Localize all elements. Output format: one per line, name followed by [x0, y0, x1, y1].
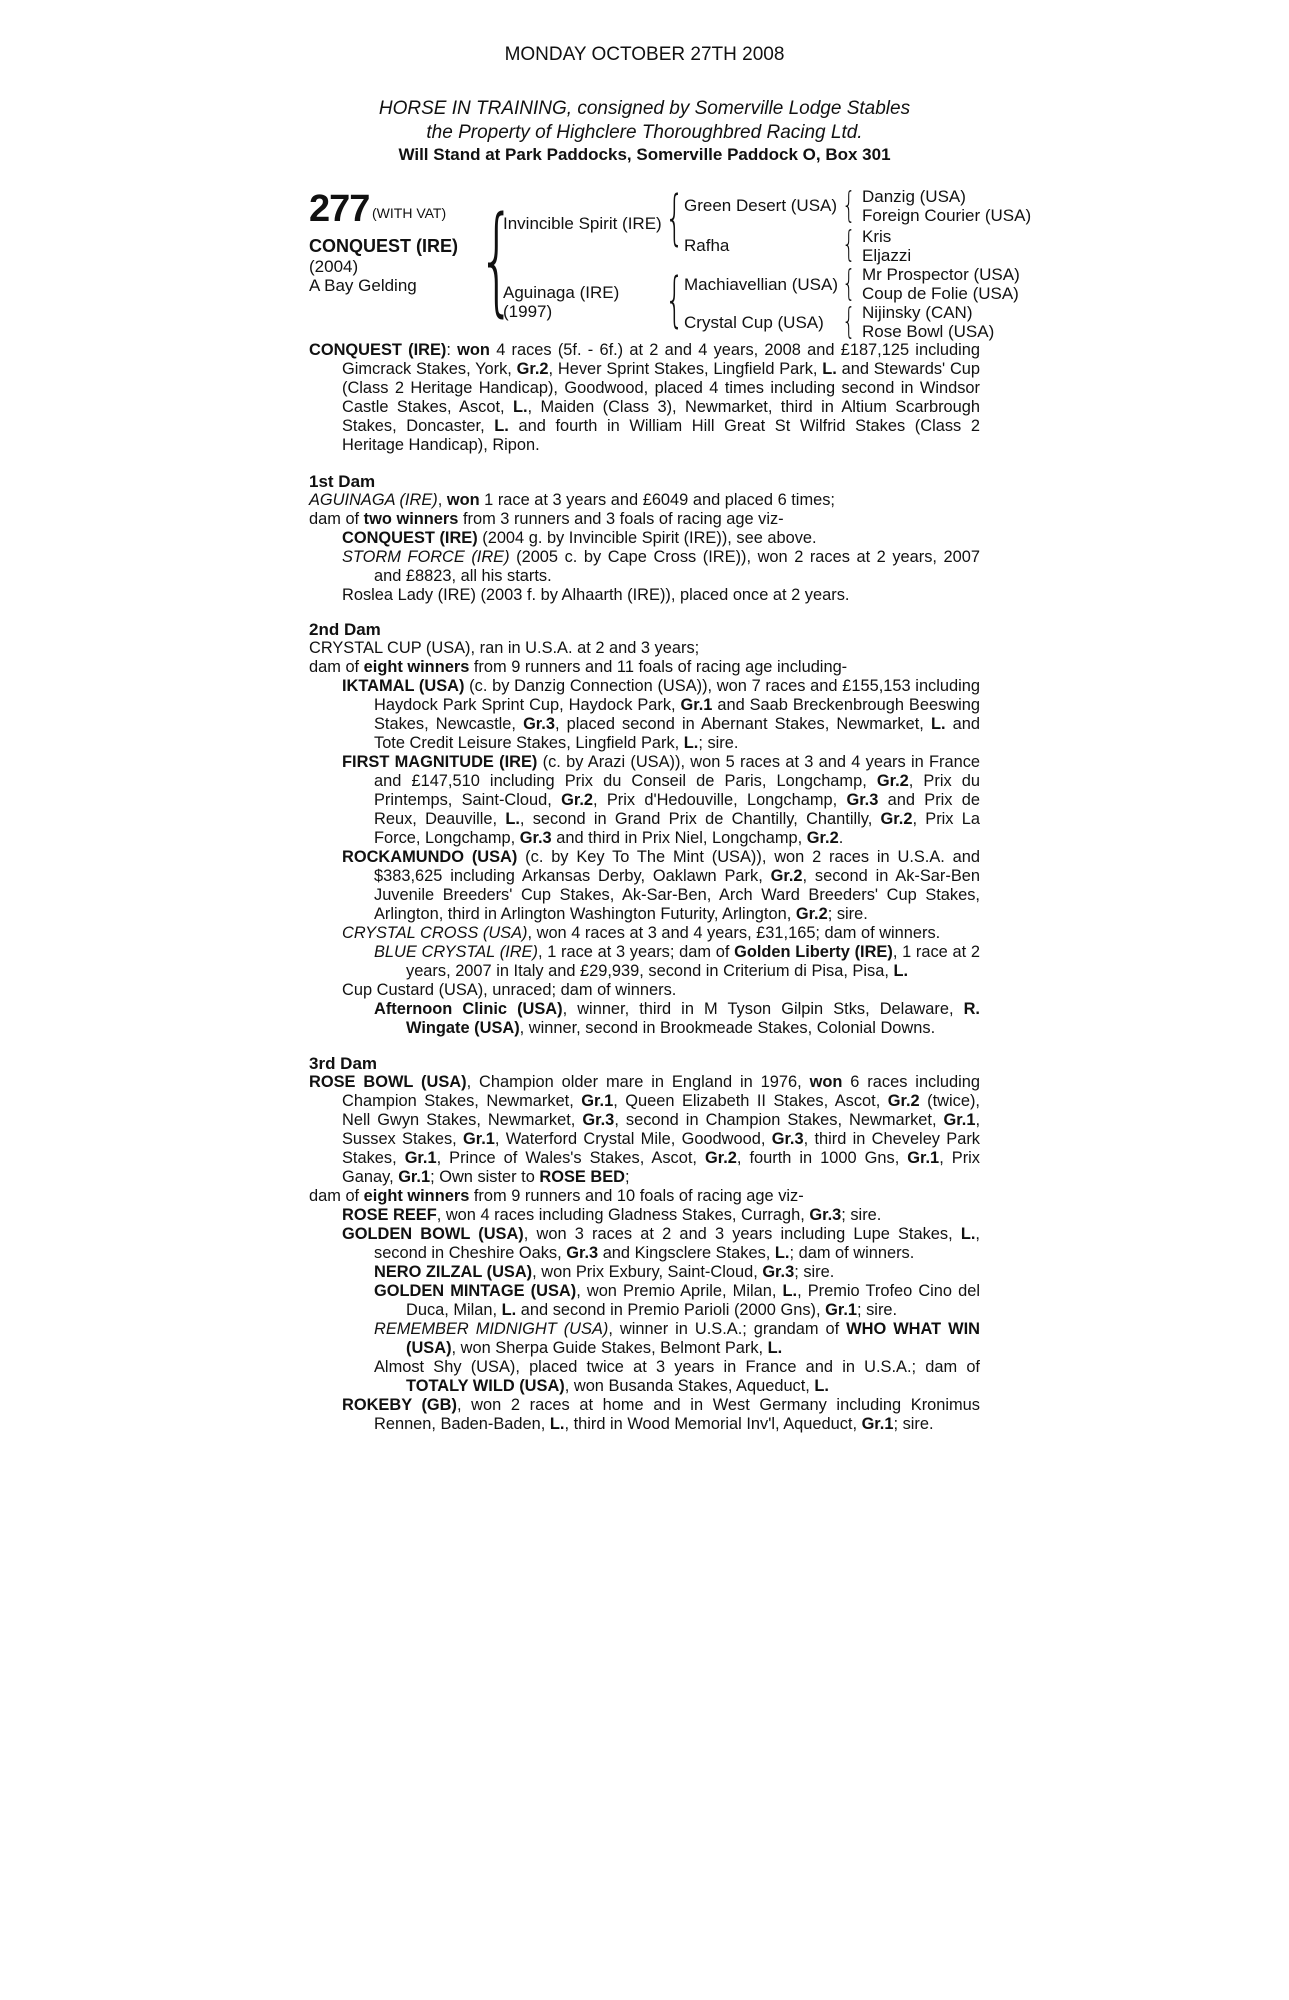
produce-text: , won Prix Exbury, Saint-Cloud,	[532, 1263, 763, 1281]
summary-text: from 9 runners and 10 foals of racing age viz-	[469, 1187, 804, 1205]
produce-text: and Saab Breckenbrough Beeswing Stakes, Newcastle,	[374, 696, 980, 733]
produce-text: (c. by Arazi (USA)), won 5 races at 3 and 4 years in France and £147,510 including Prix du Conseil de Paris, Longchamp,	[374, 753, 981, 790]
produce-entry	[309, 1396, 980, 1434]
produce-name: NERO ZILZAL (USA)	[374, 1263, 533, 1281]
grade-badge: Gr.1	[943, 1111, 976, 1129]
grade-badge: Gr.3	[582, 1111, 615, 1129]
dam-line: AGUINAGA (IRE), won 1 race at 3 years and £6049 and placed 6 times;	[309, 491, 835, 509]
grade-badge: L.	[822, 360, 837, 378]
produce-text: , won Sherpa Guide Stakes, Belmont Park,	[451, 1339, 768, 1357]
produce-text: , second in Grand Prix de Chantilly, Chantilly,	[519, 810, 881, 828]
grade-badge: Gr.1	[581, 1092, 614, 1110]
record-text: and fourth in William Hill Great St Wilfrid Stakes (Class 2 Heritage Handicap), Ripon.	[342, 417, 980, 454]
pedigree-sdd: Eljazzi	[862, 246, 912, 265]
produce-text: , second in Ak-Sar-Ben Juvenile Breeders' Cup Stakes, Ak-Sar-Ben, Arch Ward Breeders' Cup Stakes, Arlington, third in Arlington Washington Futurity, Arlington,	[374, 867, 981, 923]
produce-text: , placed second in Abernant Stakes, Newmarket,	[554, 715, 931, 733]
produce-name: TOTALY WILD (USA)	[406, 1377, 565, 1395]
second-dam-section	[309, 606, 980, 1038]
produce-text: , won 2 races at home and in West Germany including Kronimus Rennen, Baden-Baden,	[374, 1396, 980, 1433]
pedigree-ddd: Rose Bowl (USA)	[862, 322, 995, 341]
dam-text: , second in Champion Stakes, Newmarket,	[614, 1111, 944, 1129]
dam-text: , Waterford Crystal Mile, Goodwood,	[494, 1130, 772, 1148]
produce-summary	[309, 1187, 980, 1206]
summary-text: dam of	[309, 658, 364, 676]
grade-badge: Gr.2	[561, 791, 593, 809]
grade-badge: L.	[683, 734, 699, 752]
produce-name: BLUE CRYSTAL (IRE)	[374, 943, 538, 961]
grade-badge: L.	[814, 1377, 829, 1395]
produce-text: , won 4 races at 3 and 4 years, £31,165; dam of winners.	[527, 924, 941, 942]
dam-line	[309, 1073, 980, 1187]
grade-badge: Gr.2	[516, 360, 549, 378]
dam-line: CRYSTAL CUP (USA), ran in U.S.A. at 2 and 3 years;	[309, 639, 700, 657]
record-text: , Maiden (Class 3), Newmarket, third in Altium Scarbrough Stakes, Doncaster,	[342, 398, 980, 435]
produce-text: , winner, third in M Tyson Gilpin Stks, Delaware,	[562, 1000, 964, 1018]
produce-text: , won Busanda Stakes, Aqueduct,	[564, 1377, 815, 1395]
grade-badge: Gr.1	[404, 1149, 437, 1167]
horse-name: CONQUEST (IRE)	[309, 236, 459, 256]
consignment-line-2: the Property of Highclere Thoroughbred Racing Ltd.	[426, 122, 863, 143]
produce-text: , Premio Trofeo Cino del Duca, Milan,	[406, 1282, 980, 1319]
record-text: , Hever Sprint Stakes, Lingfield Park,	[548, 360, 823, 378]
grade-badge: Gr.2	[887, 1092, 920, 1110]
produce-text: , 1 race at 2 years, 2007 in Italy and £29,939, second in Criterium di Pisa, Pisa,	[406, 943, 980, 980]
grade-badge: Gr.1	[398, 1168, 431, 1186]
produce-text: , Prix du Printemps, Saint-Cloud,	[374, 772, 980, 809]
summary-text: dam of	[309, 510, 364, 528]
pedigree-sire-brace: {	[478, 190, 516, 328]
dam-text: , Queen Elizabeth II Stakes, Ascot,	[613, 1092, 888, 1110]
pedigree-sds-brace: {	[842, 224, 856, 265]
section-heading: 2nd Dam	[309, 620, 381, 639]
grade-badge: Gr.3	[771, 1130, 804, 1148]
pedigree-sds: Kris	[862, 227, 892, 246]
produce-name: R. Wingate (USA)	[406, 1000, 980, 1037]
produce-name: IKTAMAL (USA)	[342, 677, 465, 695]
produce-text: (c. by Danzig Connection (USA)), won 7 races and £155,153 including Haydock Park Sprint Cup, Haydock Park,	[374, 677, 981, 714]
grade-badge: Gr.2	[704, 1149, 737, 1167]
produce-text: , second in Cheshire Oaks,	[374, 1225, 980, 1262]
pedigree-dam-year: (1997)	[503, 302, 553, 321]
produce-name: Afternoon Clinic (USA)	[374, 1000, 563, 1018]
vat-note: (WITH VAT)	[372, 205, 447, 221]
produce-text: , 1 race at 3 years; dam of	[537, 943, 735, 961]
produce-text: ; sire.	[857, 1301, 898, 1319]
winners-count: eight winners	[363, 658, 470, 676]
produce-entry	[309, 753, 980, 848]
produce-name: CRYSTAL CROSS (USA)	[342, 924, 528, 942]
produce-summary	[309, 658, 980, 677]
produce-text: , Prix d'Hedouville, Longchamp,	[593, 791, 847, 809]
produce-text: ; dam of winners.	[789, 1244, 915, 1262]
dam-won: won	[446, 491, 480, 509]
record-text: 4 races (5f. - 6f.) at 2 and 4 years, 2008 and £187,125 including Gimcrack Stakes, York,	[342, 341, 981, 378]
pedigree-dss-brace: {	[842, 263, 856, 304]
section-heading: 3rd Dam	[309, 1054, 378, 1073]
dam-text: (twice), Nell Gwyn Stakes, Newmarket,	[342, 1092, 980, 1129]
produce-entry	[309, 548, 980, 586]
pedigree-dam: Aguinaga (IRE)	[503, 283, 620, 302]
grade-badge: Gr.3	[809, 1206, 842, 1224]
grade-badge: Gr.3	[519, 829, 552, 847]
pedigree-dss: Mr Prospector (USA)	[862, 265, 1020, 284]
produce-text: , won 3 races at 2 and 3 years including Lupe Stakes,	[523, 1225, 961, 1243]
grade-badge: Gr.3	[566, 1244, 599, 1262]
pedigree-sd: Rafha	[684, 236, 730, 255]
winners-count: two winners	[363, 510, 459, 528]
horse-year: (2004)	[309, 257, 359, 276]
produce-text: , Prix La Force, Longchamp,	[374, 810, 980, 847]
grade-badge: Gr.1	[680, 696, 713, 714]
produce-text: , won Premio Aprile, Milan,	[576, 1282, 783, 1300]
dam-text: ;	[625, 1168, 630, 1186]
grade-badge: Gr.3	[846, 791, 879, 809]
dam-name: ROSE BOWL (USA)	[309, 1073, 467, 1091]
grade-badge: Gr.2	[876, 772, 909, 790]
produce-name: FIRST MAGNITUDE (IRE)	[342, 753, 538, 771]
lot-number: 277	[309, 188, 370, 230]
dam-text: ; Own sister to	[430, 1168, 540, 1186]
grade-badge: L.	[512, 398, 528, 416]
produce-text: ; sire.	[827, 905, 868, 923]
consignment-line-1: HORSE IN TRAINING, consigned by Somerville Lodge Stables	[378, 98, 911, 119]
produce-text: and Tote Credit Leisure Stakes, Lingfield Park,	[374, 715, 980, 752]
dam-text: , Sussex Stakes,	[342, 1111, 981, 1148]
section-heading: 1st Dam	[309, 472, 376, 491]
grandproduce-entry	[309, 1263, 980, 1282]
record-horse-name: CONQUEST (IRE)	[309, 341, 447, 359]
dam-name: AGUINAGA (IRE)	[309, 491, 438, 509]
grade-badge: L.	[774, 1244, 790, 1262]
pedigree-dds: Nijinsky (CAN)	[862, 303, 973, 322]
produce-entry: Roslea Lady (IRE) (2003 f. by Alhaarth (IRE)), placed once at 2 years.	[342, 586, 850, 604]
pedigree-ds-brace: {	[665, 265, 685, 335]
grandproduce-entry	[309, 1320, 980, 1358]
produce-name: ROSE REEF	[342, 1206, 437, 1224]
grade-badge: Gr.1	[825, 1301, 857, 1319]
dam-text: , Prix Ganay,	[342, 1149, 980, 1186]
grandproduce-entry	[309, 1358, 980, 1396]
dam-text: , Champion older mare in England in 1976,	[466, 1073, 810, 1091]
produce-text: and second in Premio Parioli (2000 Gns),	[516, 1301, 826, 1319]
grandproduce-entry	[309, 943, 980, 981]
pedigree-ds: Machiavellian (USA)	[684, 275, 838, 294]
grade-badge: Gr.2	[880, 810, 913, 828]
produce-text: .	[838, 829, 844, 847]
grade-badge: L.	[501, 1301, 517, 1319]
grade-badge: Gr.3	[762, 1263, 795, 1281]
pedigree-sss-brace: {	[842, 185, 856, 226]
dam-text: , fourth in 1000 Gns,	[736, 1149, 908, 1167]
produce-name: ROKEBY (GB)	[342, 1396, 457, 1414]
produce-text: and Kingsclere Stakes,	[598, 1244, 775, 1262]
produce-text: Almost Shy (USA), placed twice at 3 years in France and in U.S.A.; dam of	[374, 1358, 980, 1376]
grade-badge: L.	[930, 715, 946, 733]
race-record-paragraph: CONQUEST (IRE): won 4 races (5f. - 6f.) at 2 and 4 years, 2008 and £187,125 including Gimcrack Stakes, York, Gr.2, Hever Sprint Stakes, Lingfield Park, L. and Stewards' Cup (Class 2 Heritage Handicap), Goodwood, placed 4 times including second in Windsor Castle Stakes, Ascot, L., Maiden (Class 3), Newmarket, third in Altium Scarbrough Stakes, Doncaster, L. and fourth in William Hill Great St Wilfrid Stakes (Class 2 Heritage Handicap), Ripon.	[309, 341, 981, 454]
produce-text: and Prix de Reux, Deauville,	[374, 791, 981, 828]
third-dam-section	[309, 1040, 980, 1434]
dam-text: , third in Cheveley Park Stakes,	[342, 1130, 980, 1167]
produce-entry	[309, 848, 980, 924]
produce-text: ; sire.	[698, 734, 739, 752]
produce-name: WHO WHAT WIN (USA)	[406, 1320, 980, 1357]
summary-text: from 3 runners and 3 foals of racing age viz-	[458, 510, 784, 528]
grade-badge: Gr.1	[907, 1149, 940, 1167]
pedigree-sire: Invincible Spirit (IRE)	[503, 214, 662, 233]
produce-name: CONQUEST (IRE)	[342, 529, 478, 547]
produce-text: (2005 c. by Cape Cross (IRE)), won 2 races at 2 years, 2007 and £8823, all his starts.	[374, 548, 980, 585]
grade-badge: Gr.2	[770, 867, 803, 885]
summary-text: from 9 runners and 11 foals of racing age including-	[469, 658, 848, 676]
produce-name: REMEMBER MIDNIGHT (USA)	[374, 1320, 609, 1338]
produce-text: , third in Wood Memorial Inv'l, Aqueduct,	[564, 1415, 862, 1433]
dam-won: won	[809, 1073, 843, 1091]
produce-name: ROCKAMUNDO (USA)	[342, 848, 518, 866]
grade-badge: Gr.2	[795, 905, 828, 923]
first-dam-section	[309, 458, 980, 605]
produce-entry	[309, 924, 980, 943]
produce-text: (2004 g. by Invincible Spirit (IRE)), see above.	[477, 529, 817, 547]
record-text: and Stewards' Cup (Class 2 Heritage Handicap), Goodwood, placed 4 times including second in Windsor Castle Stakes, Ascot,	[342, 360, 981, 416]
grade-badge: L.	[494, 417, 509, 435]
pedigree-ssd: Foreign Courier (USA)	[862, 206, 1032, 225]
produce-name: GOLDEN BOWL (USA)	[342, 1225, 524, 1243]
produce-name: STORM FORCE (IRE)	[342, 548, 510, 566]
dam-text: 6 races including Champion Stakes, Newmarket,	[342, 1073, 980, 1110]
produce-entry: Cup Custard (USA), unraced; dam of winners.	[342, 981, 677, 999]
pedigree-ss: Green Desert (USA)	[684, 196, 838, 215]
grandproduce-entry	[309, 1282, 980, 1320]
dam-text: , Prince of Wales's Stakes, Ascot,	[436, 1149, 705, 1167]
produce-name: Golden Liberty (IRE)	[734, 943, 893, 961]
grade-badge: L.	[549, 1415, 565, 1433]
grade-badge: Gr.2	[806, 829, 839, 847]
produce-text: ; sire.	[794, 1263, 835, 1281]
pedigree-dsd: Coup de Folie (USA)	[862, 284, 1019, 303]
produce-text: , won 4 races including Gladness Stakes, Curragh,	[436, 1206, 810, 1224]
pedigree-dds-brace: {	[842, 301, 856, 342]
produce-summary	[309, 510, 980, 529]
sister-name: ROSE BED	[539, 1168, 626, 1186]
produce-text: , winner in U.S.A.; grandam of	[608, 1320, 847, 1338]
pedigree-ss-brace: {	[665, 183, 685, 253]
pedigree-dd: Crystal Cup (USA)	[684, 313, 824, 332]
grade-badge: L.	[767, 1339, 783, 1357]
record-won: won	[457, 341, 490, 359]
grade-badge: L.	[960, 1225, 976, 1243]
summary-text: dam of	[309, 1187, 364, 1205]
produce-entry	[309, 1225, 980, 1263]
produce-entry	[309, 677, 980, 753]
produce-entry	[309, 529, 980, 548]
grandproduce-entry	[309, 1000, 980, 1038]
produce-text: (c. by Key To The Mint (USA)), won 2 races in U.S.A. and $383,625 including Arkansas Derby, Oaklawn Park,	[374, 848, 981, 885]
race-record	[309, 341, 980, 455]
grade-badge: L.	[893, 962, 909, 980]
winners-count: eight winners	[363, 1187, 470, 1205]
produce-entry	[309, 1206, 980, 1225]
grade-badge: L.	[782, 1282, 798, 1300]
grade-badge: Gr.1	[861, 1415, 894, 1433]
horse-description: A Bay Gelding	[309, 276, 417, 295]
produce-text: ; sire.	[841, 1206, 882, 1224]
produce-text: , winner, second in Brookmeade Stakes, Colonial Downs.	[519, 1019, 936, 1037]
grade-badge: Gr.1	[463, 1130, 495, 1148]
pedigree-sss: Danzig (USA)	[862, 187, 966, 206]
grade-badge: L.	[505, 810, 520, 828]
produce-name: GOLDEN MINTAGE (USA)	[374, 1282, 577, 1300]
dam-text: 1 race at 3 years and £6049 and placed 6 times;	[479, 491, 835, 509]
produce-text: and third in Prix Niel, Longchamp,	[551, 829, 807, 847]
produce-text: ; sire.	[893, 1415, 934, 1433]
grade-badge: Gr.3	[523, 715, 555, 733]
sale-date: MONDAY OCTOBER 27TH 2008	[504, 44, 785, 65]
stand-location: Will Stand at Park Paddocks, Somerville Paddock O, Box 301	[398, 145, 891, 164]
